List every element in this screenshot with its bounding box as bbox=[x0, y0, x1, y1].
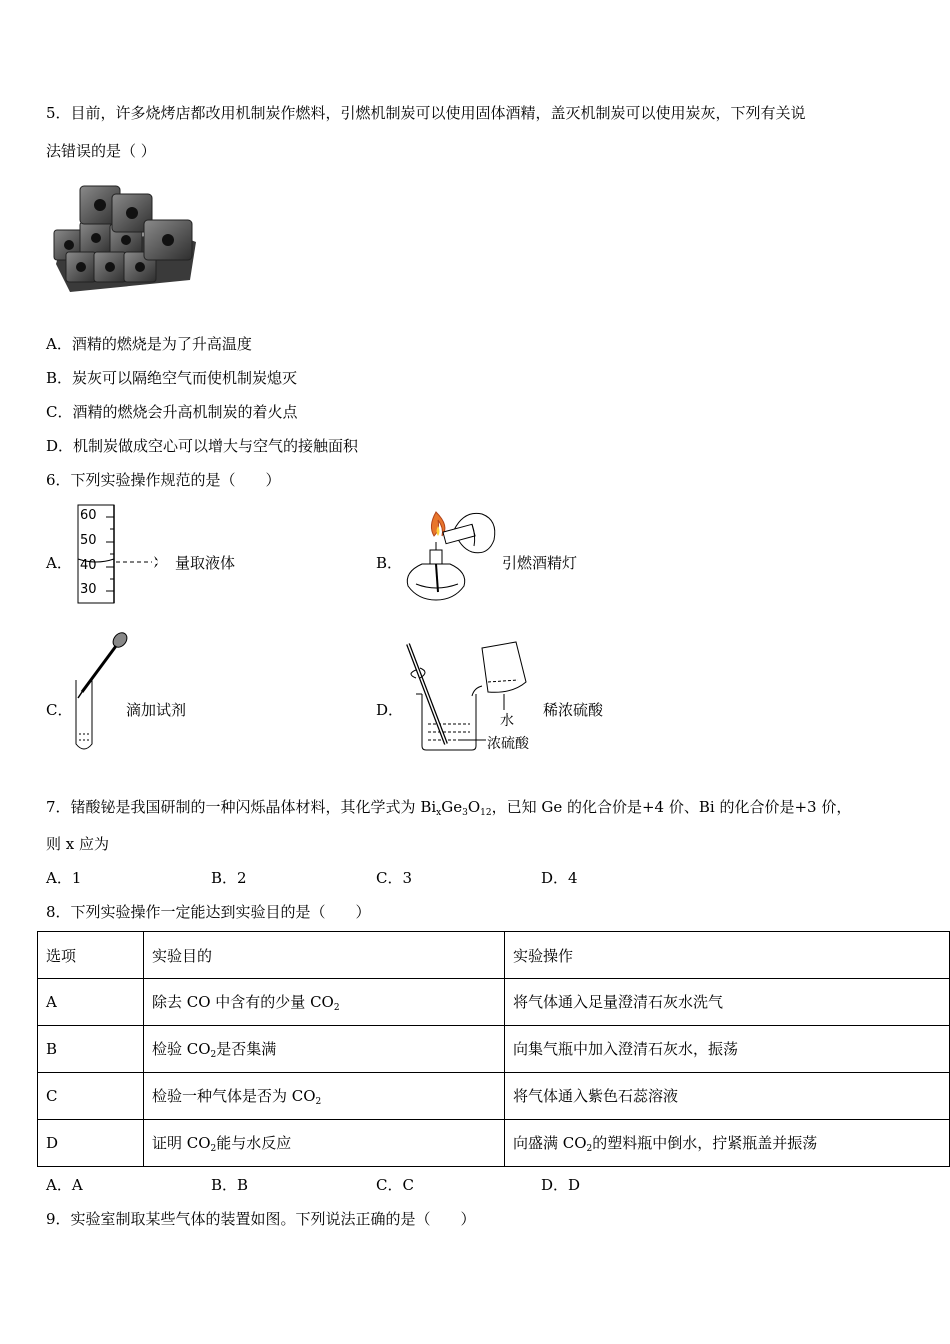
scale-30: 30 bbox=[80, 582, 97, 597]
q5-option-a: A．酒精的燃烧是为了升高温度 bbox=[46, 335, 252, 353]
row-option: A bbox=[38, 979, 144, 1026]
row-operation: 将气体通入足量澄清石灰水洗气 bbox=[505, 979, 950, 1026]
row-goal: 证明 $CO_2$能与水反应 bbox=[144, 1120, 505, 1167]
q6-stem: 6．下列实验操作规范的是（ ） bbox=[46, 471, 281, 489]
table-row bbox=[38, 1073, 950, 1120]
q8-option-c: C．C bbox=[376, 1176, 414, 1194]
scale-50: 50 bbox=[80, 533, 97, 548]
row-goal: 检验一种气体是否为 $CO_2$ bbox=[144, 1073, 505, 1120]
q7-option-a: A．1 bbox=[46, 869, 82, 887]
row-option: C bbox=[38, 1073, 144, 1120]
alcohol-lamp-image bbox=[402, 500, 502, 606]
q5-line1: 5．目前，许多烧烤店都改用机制炭作燃料，引燃机制炭可以使用固体酒精，盖灭机制炭可以使用炭灰，下列有关说 bbox=[46, 104, 806, 122]
q7-option-c: C．3 bbox=[376, 869, 413, 887]
table-row bbox=[38, 1120, 950, 1167]
q7-line2: 则 x 应为 bbox=[46, 835, 109, 853]
row-goal: 除去 CO 中含有的少量 $CO_2$ bbox=[144, 979, 505, 1026]
row-goal: 检验 $CO_2$是否集满 bbox=[144, 1026, 505, 1073]
header-operation: 实验操作 bbox=[505, 932, 950, 979]
header-goal: 实验目的 bbox=[144, 932, 505, 979]
q5-option-c: C．酒精的燃烧会升高机制炭的着火点 bbox=[46, 403, 298, 421]
table-header-row bbox=[38, 932, 950, 979]
q6-option-d-label: D． bbox=[376, 701, 404, 719]
q6-option-c-caption: 滴加试剂 bbox=[126, 701, 187, 719]
acid-tag: 浓硫酸 bbox=[487, 736, 529, 752]
q5-line2: 法错误的是（ ） bbox=[46, 142, 156, 160]
row-operation: 向集气瓶中加入澄清石灰水，振荡 bbox=[505, 1026, 950, 1073]
q6-option-a-caption: 量取液体 bbox=[175, 554, 236, 572]
q6-option-b-caption: 引燃酒精灯 bbox=[502, 554, 578, 572]
q8-option-d: D．D bbox=[541, 1176, 581, 1194]
row-operation: 将气体通入紫色石蕊溶液 bbox=[505, 1073, 950, 1120]
q5-option-b: B．炭灰可以隔绝空气而使机制炭熄灭 bbox=[46, 369, 298, 387]
dropper-test-tube-image bbox=[70, 632, 130, 756]
header-option: 选项 bbox=[38, 932, 144, 979]
row-option: B bbox=[38, 1026, 144, 1073]
q7-line1: 7．锗酸铋是我国研制的一种闪烁晶体材料，其化学式为 $Bi_xGe_3O_{12}$，已知 Ge 的化合价是+4 价、Bi 的化合价是+3 价， bbox=[46, 798, 852, 818]
table-row bbox=[38, 979, 950, 1026]
scale-40: 40 bbox=[80, 558, 97, 573]
q5-option-d: D．机制炭做成空心可以增大与空气的接触面积 bbox=[46, 437, 359, 455]
scale-60: 60 bbox=[80, 508, 97, 523]
q6-option-b-label: B． bbox=[376, 554, 403, 572]
charcoal-image bbox=[50, 172, 198, 296]
water-tag: 水 bbox=[500, 713, 514, 729]
q7-option-b: B．2 bbox=[211, 869, 247, 887]
row-option: D bbox=[38, 1120, 144, 1167]
q7-option-d: D．4 bbox=[541, 869, 578, 887]
q6-option-a-label: A． bbox=[46, 554, 72, 572]
q8-stem: 8．下列实验操作一定能达到实验目的是（ ） bbox=[46, 903, 371, 921]
q8-option-b: B．B bbox=[211, 1176, 249, 1194]
q8-option-a: A．A bbox=[46, 1176, 83, 1194]
table-row bbox=[38, 1026, 950, 1073]
row-operation: 向盛满 $CO_2$的塑料瓶中倒水，拧紧瓶盖并振荡 bbox=[505, 1120, 950, 1167]
q6-option-c-label: C． bbox=[46, 701, 73, 719]
q9-stem: 9．实验室制取某些气体的装置如图。下列说法正确的是（ ） bbox=[46, 1210, 476, 1228]
experiment-table bbox=[37, 931, 950, 1167]
q6-option-d-caption: 稀浓硫酸 bbox=[543, 701, 604, 719]
